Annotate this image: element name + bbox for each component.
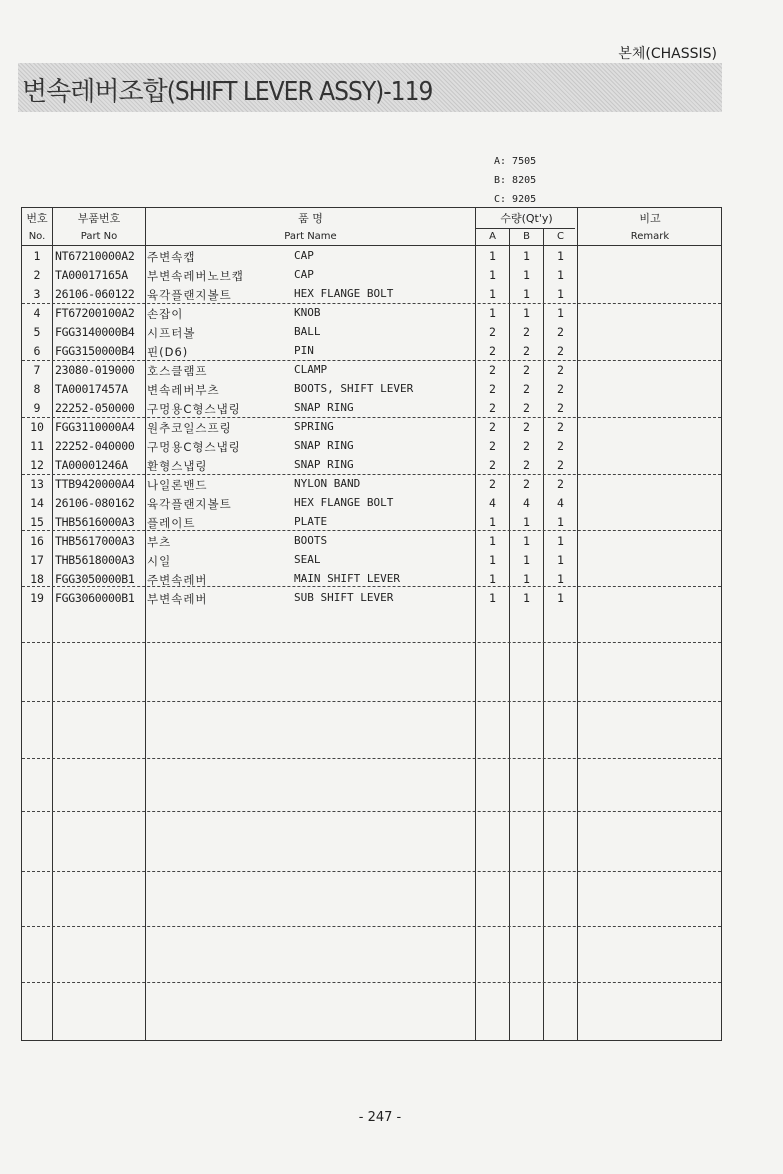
cell-b: 2: [523, 344, 530, 358]
cell-c: 1: [557, 287, 564, 301]
cell-name-en: HEX FLANGE BOLT: [294, 287, 394, 300]
cell-part-no: THB5618000A3: [55, 553, 135, 567]
cell-c: 4: [557, 496, 564, 510]
cell-a: 2: [489, 420, 496, 434]
cell-no: 14: [30, 496, 44, 510]
cell-a: 2: [489, 344, 496, 358]
cell-name-en: SNAP RING: [294, 439, 354, 452]
model-a: A: 7505: [494, 156, 537, 167]
cell-no: 7: [33, 363, 41, 377]
cell-a: 1: [489, 306, 496, 320]
model-b: B: 8205: [494, 175, 537, 186]
parts-table: [21, 207, 722, 1041]
cell-c: 1: [557, 306, 564, 320]
cell-b: 4: [523, 496, 530, 510]
cell-part-no: THB5617000A3: [55, 534, 135, 548]
cell-b: 2: [523, 325, 530, 339]
cell-part-no: 22252-050000: [55, 401, 135, 415]
cell-c: 2: [557, 325, 564, 339]
cell-part-no: TA00017457A: [55, 382, 128, 396]
cell-c: 2: [557, 363, 564, 377]
table-row: [22, 399, 721, 418]
cell-part-no: FT67200100A2: [55, 306, 135, 320]
table-row: [22, 570, 721, 589]
cell-part-no: 26106-060122: [55, 287, 135, 301]
cell-name-en: SUB SHIFT LEVER: [294, 591, 394, 604]
cell-b: 1: [523, 515, 530, 529]
cell-no: 8: [33, 382, 41, 396]
cell-b: 1: [523, 268, 530, 282]
cell-name-kr: 나일론밴드: [147, 478, 208, 492]
cell-part-no: FGG3150000B4: [55, 344, 135, 358]
cell-a: 2: [489, 458, 496, 472]
cell-name-kr: 육각플랜지볼트: [147, 497, 232, 511]
cell-name-kr: 원추코일스프링: [147, 421, 232, 435]
cell-name-en: PIN: [294, 344, 314, 357]
cell-name-en: PLATE: [294, 515, 328, 528]
cell-name-kr: 부츠: [147, 535, 172, 549]
cell-no: 13: [30, 477, 44, 491]
cell-b: 2: [523, 458, 530, 472]
cell-b: 1: [523, 553, 530, 567]
cell-no: 10: [30, 420, 44, 434]
cell-a: 2: [489, 401, 496, 415]
cell-c: 1: [557, 591, 564, 605]
cell-a: 1: [489, 534, 496, 548]
table-row: [22, 418, 721, 437]
cell-b: 1: [523, 249, 530, 263]
header-remark-kr: 비고: [639, 212, 661, 225]
cell-a: 2: [489, 363, 496, 377]
cell-a: 1: [489, 572, 496, 586]
cell-no: 11: [30, 439, 44, 453]
cell-no: 3: [33, 287, 41, 301]
cell-b: 2: [523, 401, 530, 415]
cell-name-en: SPRING: [294, 420, 334, 433]
cell-b: 2: [523, 477, 530, 491]
model-c: C: 9205: [494, 194, 537, 205]
cell-name-kr: 육각플랜지볼트: [147, 288, 232, 302]
table-row: [22, 456, 721, 475]
cell-b: 1: [523, 534, 530, 548]
cell-a: 4: [489, 496, 496, 510]
header-name-en: Part Name: [284, 231, 337, 242]
cell-name-en: CAP: [294, 249, 314, 262]
cell-part-no: FGG3060000B1: [55, 591, 135, 605]
cell-part-no: TA00017165A: [55, 268, 128, 282]
cell-b: 1: [523, 306, 530, 320]
cell-no: 12: [30, 458, 44, 472]
cell-no: 9: [33, 401, 41, 415]
table-row: [22, 513, 721, 532]
cell-c: 2: [557, 401, 564, 415]
cell-no: 5: [33, 325, 41, 339]
header-no-kr: 번호: [26, 212, 48, 225]
title-bar: [18, 63, 722, 112]
header-a: A: [489, 231, 496, 242]
cell-part-no: NT67210000A2: [55, 249, 135, 263]
cell-c: 2: [557, 420, 564, 434]
cell-a: 2: [489, 439, 496, 453]
cell-name-kr: 부변속레버: [147, 592, 208, 606]
cell-part-no: THB5616000A3: [55, 515, 135, 529]
cell-c: 2: [557, 477, 564, 491]
cell-no: 2: [33, 268, 41, 282]
cell-name-kr: 환형스냅링: [147, 459, 208, 473]
table-row: [22, 475, 721, 494]
header-b: B: [523, 231, 530, 242]
header-c: C: [557, 231, 564, 242]
header-part-no-en: Part No: [80, 231, 118, 242]
header-remark-en: Remark: [630, 231, 670, 242]
cell-no: 1: [33, 249, 41, 263]
cell-c: 1: [557, 534, 564, 548]
table-row: [22, 361, 721, 380]
cell-name-en: HEX FLANGE BOLT: [294, 496, 394, 509]
cell-name-kr: 주변속레버: [147, 573, 208, 587]
cell-name-kr: 부변속레버노브캡: [147, 269, 244, 283]
table-row: [22, 304, 721, 323]
cell-name-en: BOOTS: [294, 534, 328, 547]
cell-c: 1: [557, 553, 564, 567]
cell-name-en: KNOB: [294, 306, 321, 319]
cell-name-kr: 구멍용C형스냅링: [147, 440, 241, 454]
cell-part-no: FGG3050000B1: [55, 572, 135, 586]
header-qty: 수량(Qt'y): [500, 212, 553, 225]
cell-name-en: MAIN SHIFT LEVER: [294, 572, 400, 585]
cell-name-kr: 시일: [147, 554, 172, 568]
cell-name-kr: 호스클램프: [147, 364, 208, 378]
cell-name-kr: 시프터볼: [147, 326, 196, 340]
cell-a: 1: [489, 287, 496, 301]
cell-b: 1: [523, 287, 530, 301]
cell-a: 2: [489, 325, 496, 339]
cell-b: 2: [523, 420, 530, 434]
cell-no: 18: [30, 572, 44, 586]
table-row: [22, 532, 721, 551]
cell-no: 6: [33, 344, 41, 358]
cell-name-kr: 핀(D6): [147, 345, 189, 359]
cell-no: 4: [33, 306, 41, 320]
cell-c: 2: [557, 344, 564, 358]
cell-no: 16: [30, 534, 44, 548]
cell-name-en: SNAP RING: [294, 401, 354, 414]
table-row: [22, 551, 721, 570]
cell-b: 1: [523, 591, 530, 605]
cell-c: 1: [557, 249, 564, 263]
cell-a: 1: [489, 268, 496, 282]
cell-name-en: CAP: [294, 268, 314, 281]
cell-a: 1: [489, 553, 496, 567]
cell-name-kr: 변속레버부츠: [147, 383, 220, 397]
header-name-kr: 품 명: [298, 212, 323, 225]
table-row: [22, 247, 721, 266]
cell-part-no: TA00001246A: [55, 458, 128, 472]
page-number: - 247 -: [358, 1110, 402, 1125]
cell-part-no: 26106-080162: [55, 496, 135, 510]
cell-c: 1: [557, 515, 564, 529]
header-part-no-kr: 부품번호: [77, 212, 121, 225]
cell-b: 1: [523, 572, 530, 586]
cell-c: 2: [557, 439, 564, 453]
cell-a: 1: [489, 591, 496, 605]
cell-name-kr: 주변속캡: [147, 250, 196, 264]
cell-c: 1: [557, 268, 564, 282]
table-row: [22, 589, 721, 608]
cell-name-en: CLAMP: [294, 363, 328, 376]
cell-a: 2: [489, 477, 496, 491]
page-title: 변속레버조합(SHIFT LEVER ASSY)-119: [22, 77, 433, 107]
cell-c: 2: [557, 458, 564, 472]
cell-b: 2: [523, 382, 530, 396]
table-row: [22, 494, 721, 513]
cell-part-no: FGG3140000B4: [55, 325, 135, 339]
table-row: [22, 266, 721, 285]
cell-b: 2: [523, 439, 530, 453]
cell-a: 1: [489, 515, 496, 529]
cell-c: 2: [557, 382, 564, 396]
cell-a: 1: [489, 249, 496, 263]
table-row: [22, 323, 721, 342]
cell-name-kr: 플레이트: [147, 516, 196, 530]
cell-c: 1: [557, 572, 564, 586]
cell-part-no: 22252-040000: [55, 439, 135, 453]
table-row: [22, 380, 721, 399]
cell-name-en: SNAP RING: [294, 458, 354, 471]
cell-a: 2: [489, 382, 496, 396]
cell-name-kr: 구멍용C형스냅링: [147, 402, 241, 416]
cell-name-en: BOOTS, SHIFT LEVER: [294, 382, 414, 395]
cell-no: 15: [30, 515, 44, 529]
cell-part-no: FGG3110000A4: [55, 420, 135, 434]
cell-part-no: 23080-019000: [55, 363, 135, 377]
table-row: [22, 342, 721, 361]
cell-no: 19: [30, 591, 44, 605]
model-legend: [494, 152, 536, 209]
cell-no: 17: [30, 553, 44, 567]
cell-name-en: NYLON BAND: [294, 477, 361, 490]
table-row: [22, 437, 721, 456]
cell-name-en: SEAL: [294, 553, 321, 566]
header-no-en: No.: [28, 231, 46, 242]
cell-name-en: BALL: [294, 325, 321, 338]
table-row: [22, 285, 721, 304]
cell-name-kr: 손잡이: [147, 307, 184, 321]
cell-b: 2: [523, 363, 530, 377]
section-label: 본체(CHASSIS): [618, 46, 717, 62]
cell-part-no: TTB9420000A4: [55, 477, 135, 491]
